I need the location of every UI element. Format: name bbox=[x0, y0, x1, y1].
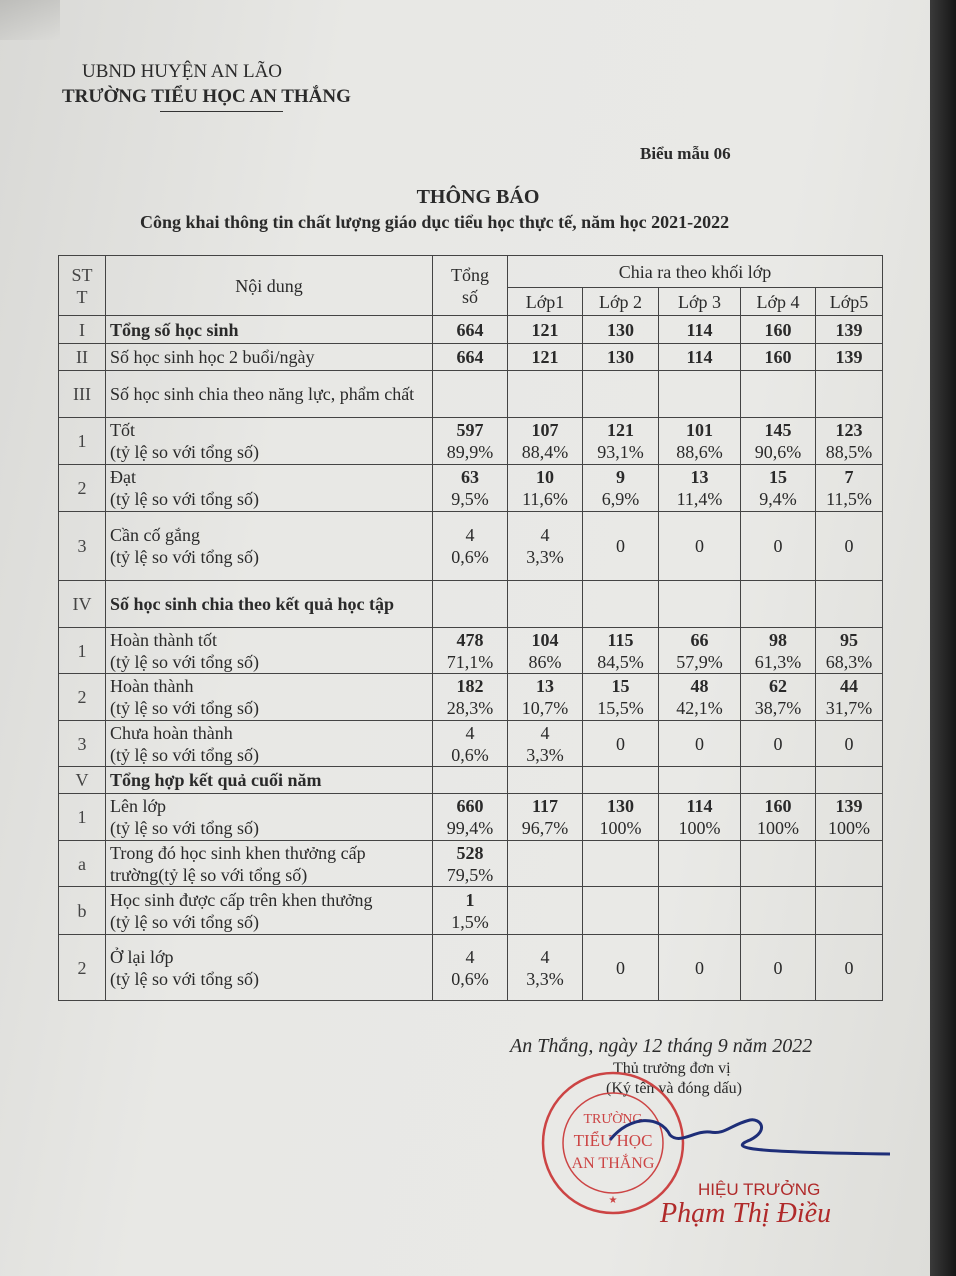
count-value: 0 bbox=[844, 957, 854, 978]
header-grade-4: Lớp 4 bbox=[741, 288, 816, 316]
count-value: 0 bbox=[773, 957, 783, 978]
row-content bbox=[106, 721, 433, 767]
photo-shadow bbox=[0, 0, 60, 40]
percent-value: 99,4% bbox=[446, 818, 494, 838]
row-stt: I bbox=[59, 316, 106, 344]
percent-value: 9,4% bbox=[759, 489, 797, 509]
grade-cell-2 bbox=[583, 371, 659, 418]
row-label: Chưa hoàn thành bbox=[110, 722, 233, 743]
count-value: 4 bbox=[465, 525, 475, 545]
row-label: Số học sinh học 2 buổi/ngày bbox=[110, 347, 315, 367]
percent-value: 79,5% bbox=[446, 864, 494, 885]
grade-cell-5 bbox=[816, 316, 883, 344]
grade-cell-3 bbox=[659, 935, 741, 1001]
count-value: 139 bbox=[835, 796, 863, 816]
count-value: 0 bbox=[616, 733, 625, 754]
row-content bbox=[106, 581, 433, 628]
count-value: 660 bbox=[456, 796, 484, 816]
grade-cell-5 bbox=[816, 767, 883, 794]
total-cell bbox=[433, 465, 508, 512]
count-value: 160 bbox=[764, 796, 792, 816]
grade-cell-4 bbox=[741, 628, 816, 674]
count-value: 44 bbox=[840, 676, 858, 696]
row-content bbox=[106, 371, 433, 418]
percent-value: 10,7% bbox=[521, 698, 569, 718]
row-content bbox=[106, 935, 433, 1001]
count-value: 121 bbox=[607, 420, 634, 440]
grade-cell-5 bbox=[816, 344, 883, 371]
percent-value: 57,9% bbox=[676, 651, 723, 672]
percent-value: 3,3% bbox=[526, 744, 564, 765]
grade-cell-5 bbox=[816, 721, 883, 767]
count-value: 101 bbox=[686, 420, 713, 440]
percent-value: 71,1% bbox=[446, 651, 494, 672]
count-value: 114 bbox=[686, 319, 713, 340]
percent-value: 15,5% bbox=[597, 698, 644, 718]
grade-cell-3 bbox=[659, 512, 741, 581]
grade-cell-5 bbox=[816, 935, 883, 1001]
grade-cell-4 bbox=[741, 794, 816, 841]
grade-cell-3 bbox=[659, 794, 741, 841]
percent-value: 88,5% bbox=[825, 442, 873, 462]
grade-cell-3 bbox=[659, 418, 741, 465]
table-row bbox=[59, 512, 883, 581]
header-grade-1: Lớp1 bbox=[508, 288, 583, 316]
grade-cell-5 bbox=[816, 418, 883, 465]
table-row bbox=[59, 887, 883, 935]
count-value: 0 bbox=[773, 536, 783, 556]
date-line: An Thắng, ngày 12 tháng 9 năm 2022 bbox=[510, 1035, 813, 1057]
percent-value: 31,7% bbox=[825, 698, 873, 718]
count-value: 66 bbox=[690, 629, 709, 650]
grade-cell-4 bbox=[741, 316, 816, 344]
percent-value: 89,9% bbox=[446, 442, 494, 462]
header-content: Nội dung bbox=[106, 256, 433, 316]
principal-role: HIỆU TRƯỞNG bbox=[698, 1180, 821, 1199]
grade-cell-1 bbox=[508, 418, 583, 465]
total-cell bbox=[433, 841, 508, 887]
table-row bbox=[59, 794, 883, 841]
row-sublabel: (tỷ lệ so với tổng số) bbox=[110, 818, 260, 838]
header-total: Tổng số bbox=[433, 256, 508, 316]
table-row bbox=[59, 418, 883, 465]
row-sublabel: (tỷ lệ so với tổng số) bbox=[110, 489, 260, 509]
row-stt: V bbox=[59, 767, 106, 794]
grade-cell-3 bbox=[659, 767, 741, 794]
row-stt: III bbox=[59, 371, 106, 418]
row-content bbox=[106, 767, 433, 794]
grade-cell-4 bbox=[741, 674, 816, 721]
row-stt: 2 bbox=[59, 935, 106, 1001]
row-stt: 3 bbox=[59, 721, 106, 767]
grade-cell-2 bbox=[583, 794, 659, 841]
head-title: Thủ trưởng đơn vị bbox=[613, 1060, 731, 1077]
row-stt: 1 bbox=[59, 418, 106, 465]
table-row bbox=[59, 721, 883, 767]
count-value: 15 bbox=[769, 467, 787, 487]
total-cell bbox=[433, 316, 508, 344]
row-label: Hoàn thành bbox=[110, 676, 194, 696]
table-row bbox=[59, 465, 883, 512]
document-title: THÔNG BÁO bbox=[416, 186, 540, 208]
grade-cell-1 bbox=[508, 794, 583, 841]
school-underline bbox=[160, 111, 283, 112]
count-value: 145 bbox=[764, 420, 792, 440]
count-value: 0 bbox=[616, 536, 625, 556]
count-value: 4 bbox=[465, 722, 475, 743]
row-label: Hoàn thành tốt bbox=[110, 629, 217, 650]
row-stt: 2 bbox=[59, 465, 106, 512]
percent-value: 93,1% bbox=[597, 442, 644, 462]
row-label: Số học sinh chia theo kết quả học tập bbox=[110, 594, 395, 614]
count-value: 95 bbox=[840, 629, 858, 650]
count-value: 0 bbox=[616, 957, 625, 978]
grade-cell-1 bbox=[508, 767, 583, 794]
grade-cell-3 bbox=[659, 887, 741, 935]
count-value: 130 bbox=[607, 796, 634, 816]
form-number: Biểu mẫu 06 bbox=[640, 144, 731, 163]
grade-cell-3 bbox=[659, 841, 741, 887]
grade-cell-2 bbox=[583, 721, 659, 767]
row-stt: 1 bbox=[59, 794, 106, 841]
count-value: 114 bbox=[686, 796, 713, 816]
percent-value: 88,6% bbox=[676, 442, 723, 462]
row-label: Học sinh được cấp trên khen thưởng bbox=[110, 889, 373, 910]
grade-cell-2 bbox=[583, 887, 659, 935]
count-value: 115 bbox=[607, 629, 634, 650]
grade-cell-2 bbox=[583, 344, 659, 371]
grade-cell-1 bbox=[508, 628, 583, 674]
count-value: 10 bbox=[536, 467, 554, 487]
grade-cell-4 bbox=[741, 721, 816, 767]
grade-cell-1 bbox=[508, 674, 583, 721]
count-value: 0 bbox=[773, 733, 783, 754]
count-value: 0 bbox=[844, 733, 854, 754]
percent-value: 3,3% bbox=[526, 547, 564, 567]
row-stt: 2 bbox=[59, 674, 106, 721]
grade-cell-3 bbox=[659, 628, 741, 674]
grade-cell-3 bbox=[659, 316, 741, 344]
header-grade-3: Lớp 3 bbox=[659, 288, 741, 316]
percent-value: 0,6% bbox=[451, 968, 489, 989]
row-content bbox=[106, 794, 433, 841]
row-sublabel: (tỷ lệ so với tổng số) bbox=[110, 911, 260, 932]
count-value: 62 bbox=[769, 676, 787, 696]
grade-cell-5 bbox=[816, 841, 883, 887]
total-cell bbox=[433, 344, 508, 371]
count-value: 13 bbox=[536, 676, 554, 696]
grade-cell-1 bbox=[508, 465, 583, 512]
table-row bbox=[59, 316, 883, 344]
header-stt: ST T bbox=[59, 256, 106, 316]
count-value: 4 bbox=[540, 722, 550, 743]
percent-value: 11,4% bbox=[676, 489, 723, 509]
table-row bbox=[59, 628, 883, 674]
row-content bbox=[106, 465, 433, 512]
table-row bbox=[59, 674, 883, 721]
grade-cell-2 bbox=[583, 581, 659, 628]
table-row bbox=[59, 841, 883, 887]
grade-cell-3 bbox=[659, 721, 741, 767]
school-name: TRƯỜNG TIỂU HỌC AN THẮNG bbox=[62, 86, 351, 107]
row-content bbox=[106, 316, 433, 344]
count-value: 117 bbox=[531, 796, 558, 816]
count-value: 13 bbox=[690, 467, 709, 487]
grade-cell-1 bbox=[508, 841, 583, 887]
table-row bbox=[59, 935, 883, 1001]
table-row bbox=[59, 581, 883, 628]
grade-cell-5 bbox=[816, 674, 883, 721]
grade-cell-1 bbox=[508, 721, 583, 767]
count-value: 160 bbox=[764, 347, 792, 367]
header-grade-group: Chia ra theo khối lớp bbox=[508, 256, 883, 288]
header-grade-2: Lớp 2 bbox=[583, 288, 659, 316]
row-stt: b bbox=[59, 887, 106, 935]
principal-name: Phạm Thị Điều bbox=[660, 1198, 832, 1229]
count-value: 139 bbox=[835, 347, 863, 367]
row-label: Tổng số học sinh bbox=[110, 319, 239, 340]
total-cell bbox=[433, 935, 508, 1001]
row-sublabel: (tỷ lệ so với tổng số) bbox=[110, 651, 260, 672]
percent-value: 3,3% bbox=[526, 968, 564, 989]
total-cell bbox=[433, 794, 508, 841]
row-content bbox=[106, 674, 433, 721]
row-sublabel: (tỷ lệ so với tổng số) bbox=[110, 744, 260, 765]
count-value: 107 bbox=[531, 420, 559, 440]
count-value: 104 bbox=[531, 629, 559, 650]
count-value: 664 bbox=[456, 319, 484, 340]
count-value: 139 bbox=[835, 319, 863, 340]
total-cell bbox=[433, 674, 508, 721]
row-content bbox=[106, 628, 433, 674]
row-stt: 3 bbox=[59, 512, 106, 581]
count-value: 0 bbox=[695, 957, 704, 978]
percent-value: 96,7% bbox=[521, 818, 569, 838]
count-value: 121 bbox=[531, 319, 559, 340]
header-grade-5: Lớp5 bbox=[816, 288, 883, 316]
count-value: 130 bbox=[607, 319, 634, 340]
grade-cell-4 bbox=[741, 581, 816, 628]
row-label: Đạt bbox=[110, 467, 136, 487]
percent-value: 1,5% bbox=[451, 911, 489, 932]
grade-cell-5 bbox=[816, 371, 883, 418]
svg-text:★: ★ bbox=[608, 1195, 618, 1206]
row-label: Số học sinh chia theo năng lực, phẩm chất bbox=[110, 384, 415, 404]
count-value: 48 bbox=[690, 676, 709, 696]
total-cell bbox=[433, 721, 508, 767]
row-stt: a bbox=[59, 841, 106, 887]
count-value: 121 bbox=[531, 347, 559, 367]
total-cell bbox=[433, 581, 508, 628]
grade-cell-2 bbox=[583, 767, 659, 794]
grade-cell-2 bbox=[583, 628, 659, 674]
percent-value: 61,3% bbox=[754, 651, 802, 672]
district-name: UBND HUYỆN AN LÃO bbox=[82, 61, 283, 82]
total-cell bbox=[433, 418, 508, 465]
grade-cell-1 bbox=[508, 935, 583, 1001]
percent-value: 6,9% bbox=[601, 489, 640, 509]
row-sublabel: (tỷ lệ so với tổng số) bbox=[110, 698, 260, 718]
row-label: Cần cố gắng bbox=[110, 525, 200, 545]
quality-table bbox=[58, 255, 883, 1001]
count-value: 98 bbox=[769, 629, 787, 650]
grade-cell-4 bbox=[741, 841, 816, 887]
row-label: Tốt bbox=[110, 420, 135, 440]
grade-cell-2 bbox=[583, 935, 659, 1001]
grade-cell-4 bbox=[741, 935, 816, 1001]
sign-note: (Ký tên và đóng dấu) bbox=[606, 1080, 742, 1097]
total-cell bbox=[433, 628, 508, 674]
count-value: 130 bbox=[607, 347, 634, 367]
row-sublabel: (tỷ lệ so với tổng số) bbox=[110, 968, 260, 989]
grade-cell-4 bbox=[741, 418, 816, 465]
count-value: 63 bbox=[461, 467, 479, 487]
table-row bbox=[59, 767, 883, 794]
row-sublabel: (tỷ lệ so với tổng số) bbox=[110, 547, 260, 567]
percent-value: 100% bbox=[757, 818, 799, 838]
count-value: 4 bbox=[540, 946, 550, 967]
grade-cell-5 bbox=[816, 887, 883, 935]
count-value: 182 bbox=[456, 676, 484, 696]
count-value: 160 bbox=[764, 319, 792, 340]
grade-cell-4 bbox=[741, 887, 816, 935]
percent-value: 11,6% bbox=[522, 489, 568, 509]
row-content bbox=[106, 841, 433, 887]
grade-cell-2 bbox=[583, 316, 659, 344]
grade-cell-4 bbox=[741, 767, 816, 794]
grade-cell-3 bbox=[659, 674, 741, 721]
grade-cell-5 bbox=[816, 794, 883, 841]
svg-text:AN THẮNG: AN THẮNG bbox=[571, 1155, 655, 1172]
grade-cell-2 bbox=[583, 418, 659, 465]
grade-cell-4 bbox=[741, 344, 816, 371]
percent-value: 9,5% bbox=[451, 489, 489, 509]
total-cell bbox=[433, 767, 508, 794]
count-value: 478 bbox=[456, 629, 484, 650]
grade-cell-1 bbox=[508, 344, 583, 371]
grade-cell-1 bbox=[508, 887, 583, 935]
count-value: 0 bbox=[695, 536, 704, 556]
percent-value: 0,6% bbox=[451, 744, 489, 765]
table-row bbox=[59, 344, 883, 371]
row-content bbox=[106, 344, 433, 371]
row-label: Ở lại lớp bbox=[110, 946, 174, 967]
svg-text:TRƯỜNG: TRƯỜNG bbox=[583, 1112, 643, 1127]
row-stt: IV bbox=[59, 581, 106, 628]
percent-value: 42,1% bbox=[676, 698, 723, 718]
percent-value: 0,6% bbox=[451, 547, 489, 567]
grade-cell-3 bbox=[659, 371, 741, 418]
row-sublabel: (tỷ lệ so với tổng số) bbox=[110, 442, 260, 462]
document-subtitle: Công khai thông tin chất lượng giáo dục tiểu học thực tế, năm học 2021-2022 bbox=[140, 212, 730, 232]
percent-value: 84,5% bbox=[597, 651, 644, 672]
grade-cell-4 bbox=[741, 371, 816, 418]
grade-cell-2 bbox=[583, 841, 659, 887]
grade-cell-5 bbox=[816, 628, 883, 674]
row-stt: II bbox=[59, 344, 106, 371]
row-label: Trong đó học sinh khen thưởng cấp trường(tỷ lệ so với tổng số) bbox=[110, 842, 366, 885]
percent-value: 68,3% bbox=[825, 651, 873, 672]
percent-value: 11,5% bbox=[826, 489, 872, 509]
signature bbox=[600, 1110, 890, 1160]
percent-value: 28,3% bbox=[446, 698, 494, 718]
count-value: 4 bbox=[465, 946, 475, 967]
grade-cell-1 bbox=[508, 316, 583, 344]
count-value: 0 bbox=[695, 733, 704, 754]
total-cell bbox=[433, 512, 508, 581]
svg-text:TIỂU HỌC: TIỂU HỌC bbox=[573, 1131, 653, 1150]
percent-value: 38,7% bbox=[754, 698, 802, 718]
percent-value: 86% bbox=[528, 651, 562, 672]
grade-cell-5 bbox=[816, 581, 883, 628]
total-cell bbox=[433, 887, 508, 935]
percent-value: 90,6% bbox=[754, 442, 802, 462]
grade-cell-1 bbox=[508, 581, 583, 628]
grade-cell-3 bbox=[659, 465, 741, 512]
percent-value: 100% bbox=[828, 818, 870, 838]
grade-cell-2 bbox=[583, 465, 659, 512]
grade-cell-3 bbox=[659, 344, 741, 371]
percent-value: 100% bbox=[599, 818, 642, 838]
grade-cell-5 bbox=[816, 465, 883, 512]
percent-value: 88,4% bbox=[521, 442, 569, 462]
row-stt: 1 bbox=[59, 628, 106, 674]
row-content bbox=[106, 887, 433, 935]
count-value: 114 bbox=[686, 347, 713, 367]
count-value: 7 bbox=[844, 467, 854, 487]
grade-cell-2 bbox=[583, 512, 659, 581]
count-value: 528 bbox=[456, 842, 484, 863]
count-value: 664 bbox=[456, 347, 484, 367]
count-value: 123 bbox=[835, 420, 863, 440]
total-cell bbox=[433, 371, 508, 418]
grade-cell-4 bbox=[741, 512, 816, 581]
count-value: 597 bbox=[456, 420, 484, 440]
count-value: 0 bbox=[844, 536, 854, 556]
percent-value: 100% bbox=[678, 818, 721, 838]
table-row bbox=[59, 371, 883, 418]
count-value: 9 bbox=[616, 467, 625, 487]
row-label: Lên lớp bbox=[110, 796, 167, 816]
count-value: 1 bbox=[465, 889, 475, 910]
count-value: 4 bbox=[540, 525, 550, 545]
row-label: Tổng hợp kết quả cuối năm bbox=[110, 770, 322, 790]
grade-cell-3 bbox=[659, 581, 741, 628]
grade-cell-4 bbox=[741, 465, 816, 512]
grade-cell-1 bbox=[508, 371, 583, 418]
count-value: 15 bbox=[611, 676, 630, 696]
grade-cell-1 bbox=[508, 512, 583, 581]
grade-cell-2 bbox=[583, 674, 659, 721]
row-content bbox=[106, 512, 433, 581]
grade-cell-5 bbox=[816, 512, 883, 581]
row-content bbox=[106, 418, 433, 465]
